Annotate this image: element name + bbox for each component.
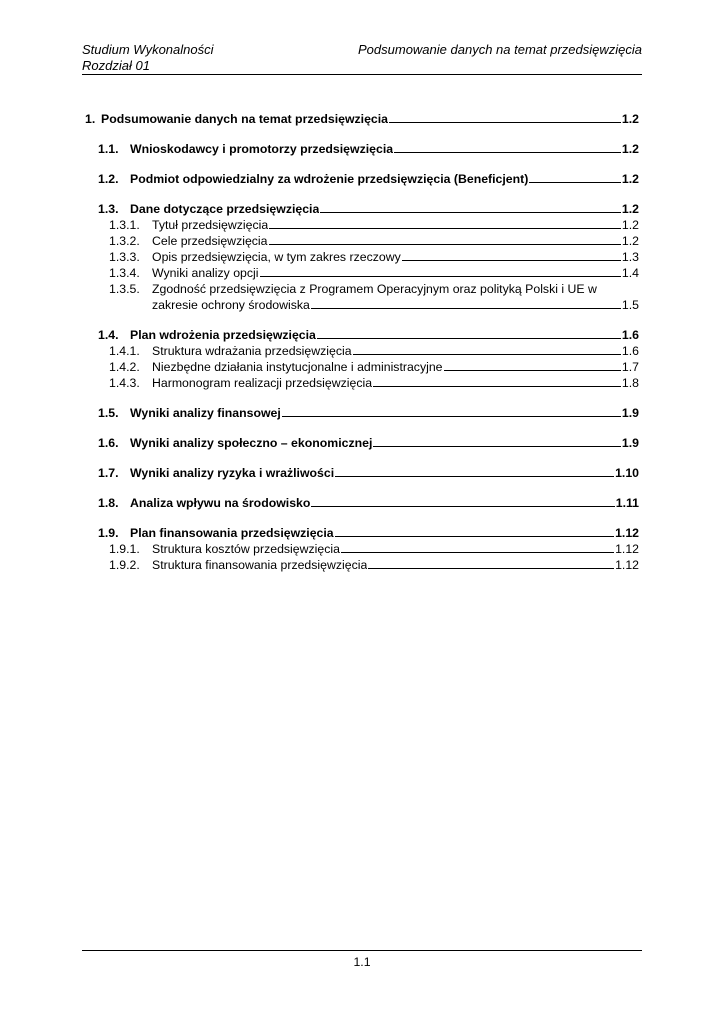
toc-leader — [341, 541, 614, 553]
toc-title: Plan wdrożenia przedsięwzięcia — [130, 328, 316, 342]
toc-leader — [317, 327, 621, 339]
toc-title: Wyniki analizy opcji — [152, 266, 259, 280]
toc-page: 1.12 — [615, 558, 639, 572]
toc-title: Analiza wpływu na środowisko — [130, 496, 311, 510]
toc-leader — [311, 495, 614, 507]
toc-entry-1-7[interactable] — [85, 465, 639, 481]
toc-page: 1.12 — [615, 526, 639, 540]
page-number: 1.1 — [353, 955, 371, 969]
toc-number: 1.9.2. — [109, 558, 140, 572]
toc-page: 1.8 — [621, 376, 639, 390]
toc-number: 1.2. — [98, 172, 119, 186]
toc-entry-1-5[interactable] — [85, 405, 639, 421]
toc-title: Wnioskodawcy i promotorzy przedsięwzięcia — [130, 142, 394, 156]
header-divider — [82, 74, 642, 75]
toc-title: Dane dotyczące przedsięwzięcia — [130, 202, 320, 216]
toc-page: 1.10 — [615, 466, 639, 480]
toc-entry-1-3[interactable] — [85, 201, 639, 217]
toc-leader — [373, 375, 621, 387]
toc-entry-1-3-5[interactable] — [85, 281, 639, 313]
header-left — [82, 42, 214, 74]
toc-title: Cele przedsięwzięcia — [152, 234, 268, 248]
toc-number: 1.9.1. — [109, 542, 140, 556]
toc-page: 1.2 — [621, 234, 639, 248]
toc-entry-1-4-2[interactable] — [85, 359, 639, 375]
toc-page: 1.2 — [621, 112, 639, 126]
toc-entry-1-2[interactable] — [85, 171, 639, 187]
toc-entry-1-9[interactable] — [85, 525, 639, 541]
toc-title: Harmonogram realizacji przedsięwzięcia — [152, 376, 373, 390]
toc-title: Wyniki analizy ryzyka i wrażliwości — [130, 466, 335, 480]
footer-divider — [82, 950, 642, 951]
toc-leader — [269, 233, 621, 245]
toc-title: Struktura kosztów przedsięwzięcia — [152, 542, 340, 556]
toc-number: 1.9. — [98, 526, 119, 540]
toc-leader — [529, 171, 621, 183]
toc-page: 1.4 — [621, 266, 639, 280]
toc-entry-1[interactable] — [85, 111, 639, 127]
toc-page: 1.9 — [621, 406, 639, 420]
toc-number: 1.3.3. — [109, 250, 140, 264]
toc-title: Niezbędne działania instytucjonalne i administracyjne — [152, 360, 443, 374]
toc-leader — [320, 201, 621, 213]
toc-page: 1.2 — [621, 218, 639, 232]
toc-leader — [353, 343, 621, 355]
toc-entry-1-4[interactable] — [85, 327, 639, 343]
toc-entry-1-6[interactable] — [85, 435, 639, 451]
toc-page: 1.2 — [621, 172, 639, 186]
toc-page: 1.6 — [621, 328, 639, 342]
toc-leader — [373, 435, 621, 447]
toc-entry-1-4-1[interactable] — [85, 343, 639, 359]
toc-page: 1.6 — [621, 344, 639, 358]
toc-entry-1-3-2[interactable] — [85, 233, 639, 249]
toc-leader — [444, 359, 621, 371]
toc-page: 1.2 — [621, 142, 639, 156]
toc-page: 1.5 — [621, 298, 639, 312]
toc-leader — [335, 465, 614, 477]
toc-number: 1.3.5. — [109, 282, 140, 296]
toc-title: Podmiot odpowiedzialny za wdrożenie przedsięwzięcia (Beneficjent) — [130, 172, 529, 186]
toc-title: Wyniki analizy finansowej — [130, 406, 281, 420]
toc-title: Opis przedsięwzięcia, w tym zakres rzeczowy — [152, 250, 401, 264]
toc-entry-1-3-3[interactable] — [85, 249, 639, 265]
toc-entry-1-9-1[interactable] — [85, 541, 639, 557]
toc-leader — [282, 405, 621, 417]
toc-number: 1.1. — [98, 142, 119, 156]
toc-leader — [269, 217, 621, 229]
toc-page: 1.7 — [621, 360, 639, 374]
toc-leader — [394, 141, 621, 153]
toc-number: 1.8. — [98, 496, 119, 510]
toc-number: 1.4.3. — [109, 376, 140, 390]
toc-number: 1.3.2. — [109, 234, 140, 248]
toc-page: 1.9 — [621, 436, 639, 450]
toc-page: 1.11 — [615, 496, 639, 510]
header-section-title: Podsumowanie danych na temat przedsięwzięcia — [358, 42, 642, 57]
toc-title: Tytuł przedsięwzięcia — [152, 218, 269, 232]
toc-leader — [389, 111, 621, 123]
toc-entry-1-1[interactable] — [85, 141, 639, 157]
toc-title: Podsumowanie danych na temat przedsięwzięcia — [101, 112, 389, 126]
toc-number: 1.7. — [98, 466, 119, 480]
header-chapter: Rozdział 01 — [82, 58, 150, 73]
toc-title: Wyniki analizy społeczno – ekonomicznej — [130, 436, 373, 450]
toc-page: 1.2 — [621, 202, 639, 216]
toc-page: 1.3 — [621, 250, 639, 264]
toc-entry-1-3-1[interactable] — [85, 217, 639, 233]
table-of-contents — [85, 111, 639, 573]
toc-number: 1.5. — [98, 406, 119, 420]
toc-number: 1.4.1. — [109, 344, 140, 358]
header-study-title: Studium Wykonalności — [82, 42, 214, 57]
toc-leader — [335, 525, 614, 537]
toc-title: Zgodność przedsięwzięcia z Programem Operacyjnym oraz polityką Polski i UE w — [152, 282, 597, 296]
toc-title: Struktura wdrażania przedsięwzięcia — [152, 344, 352, 358]
toc-leader — [260, 265, 621, 277]
toc-entry-1-9-2[interactable] — [85, 557, 639, 573]
toc-entry-1-8[interactable] — [85, 495, 639, 511]
toc-number: 1.4.2. — [109, 360, 140, 374]
toc-leader — [311, 297, 621, 309]
toc-page: 1.12 — [615, 542, 639, 556]
toc-title: Struktura finansowania przedsięwzięcia — [152, 558, 368, 572]
toc-leader — [368, 557, 614, 569]
toc-entry-1-4-3[interactable] — [85, 375, 639, 391]
toc-number: 1.4. — [98, 328, 119, 342]
toc-number: 1.3.4. — [109, 266, 140, 280]
toc-number: 1.3. — [98, 202, 119, 216]
toc-entry-1-3-4[interactable] — [85, 265, 639, 281]
toc-title: Plan finansowania przedsięwzięcia — [130, 526, 334, 540]
toc-number: 1.6. — [98, 436, 119, 450]
toc-number: 1.3.1. — [109, 218, 140, 232]
toc-title-continued: zakresie ochrony środowiska — [152, 298, 310, 312]
toc-leader — [402, 249, 621, 261]
toc-number: 1. — [85, 112, 96, 126]
